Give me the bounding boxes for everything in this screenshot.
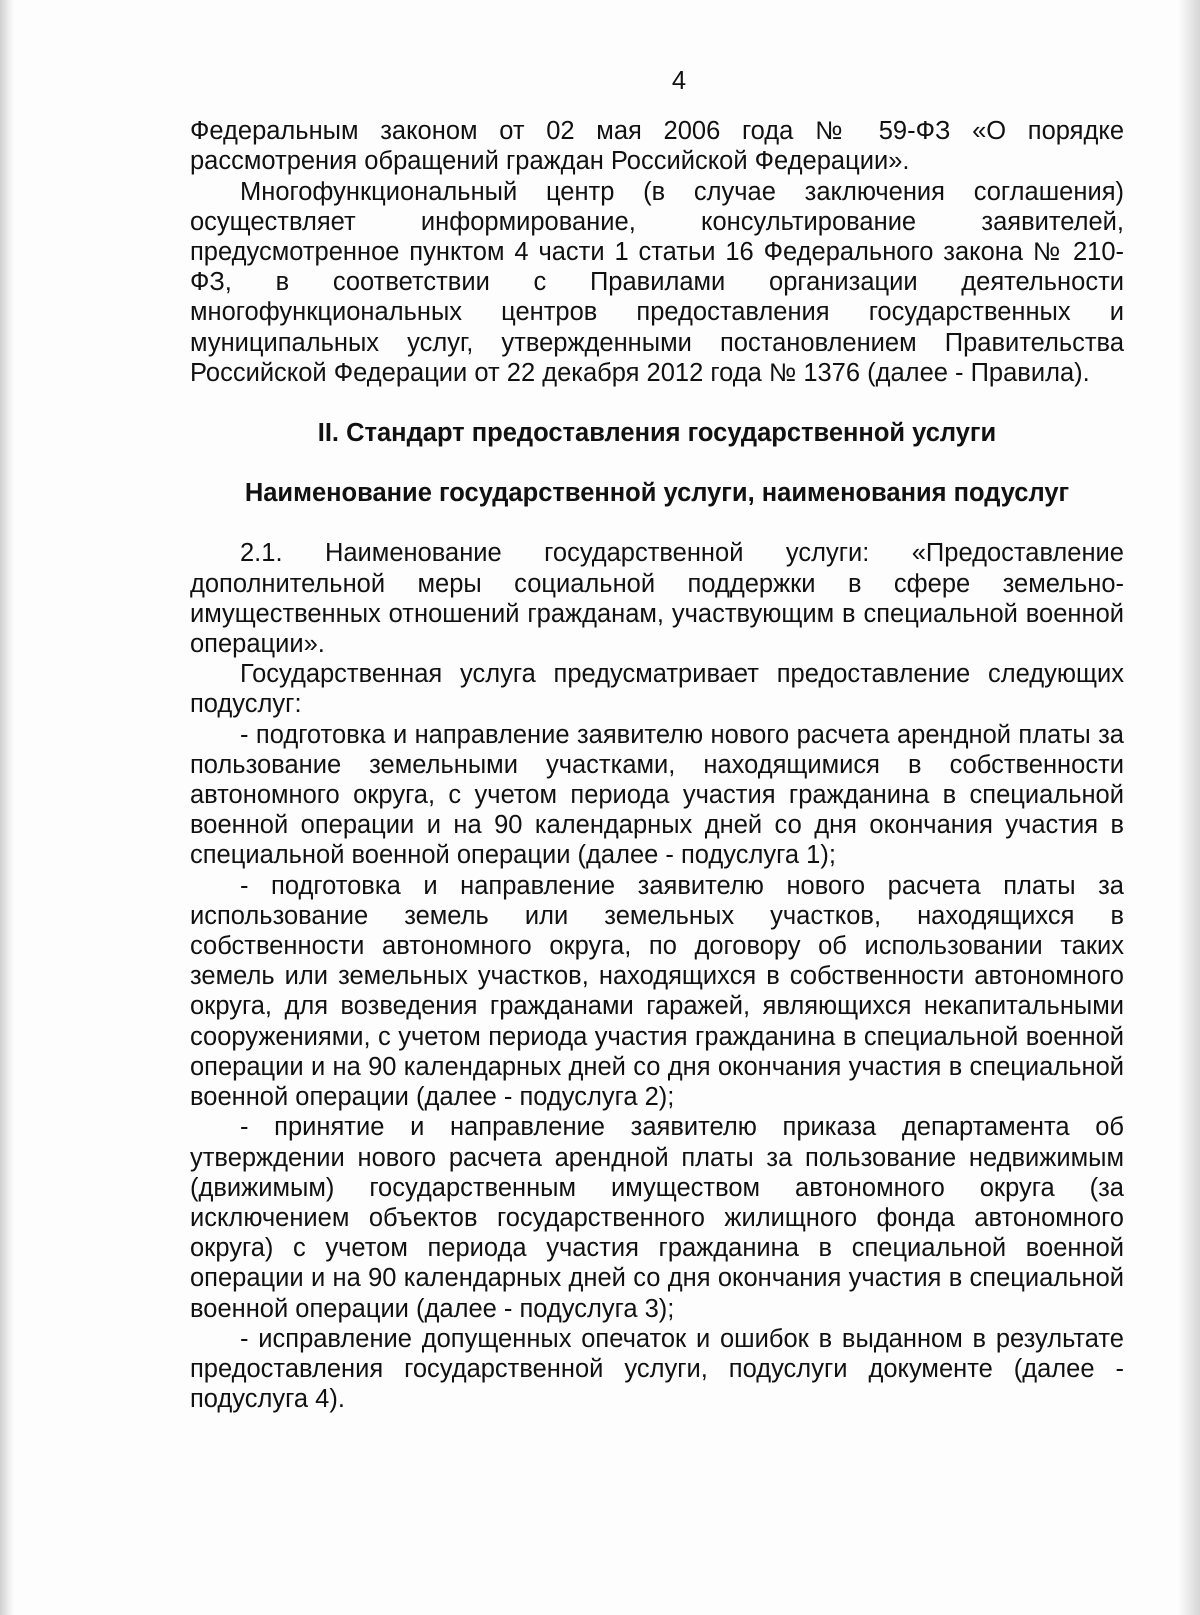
paragraph: Многофункциональный центр (в случае заключения соглашения) осуществляет информирование, консультирование заявителей, предусмотренное пунктом 4 части 1 статьи 16 Федерального закона № 210-ФЗ, в соответствии с Правилами организации деятельности многофункциональных центров предоставления государственных и муниципальных услуг, утвержденными постановлением Правительства Российской Федерации от 22 декабря 2012 года № 1376 (далее - Правила). bbox=[190, 177, 1124, 387]
list-item: - исправление допущенных опечаток и ошибок в выданном в результате предоставления государственной услуги, подуслуги документе (далее - подуслуга 4). bbox=[190, 1324, 1124, 1414]
list-item: - подготовка и направление заявителю нового расчета платы за использование земель или земельных участков, находящихся в собственности автономного округа, по договору об использовании таких земель или земельных участков, находящихся в собственности автономного округа, для возведения гражданами гаражей, являющихся некапитальными сооружениями, с учетом периода участия гражданина в специальной военной операции и на 90 календарных дней со дня окончания участия в специальной военной операции (далее - подуслуга 2); bbox=[190, 871, 1124, 1112]
paragraph: Государственная услуга предусматривает предоставление следующих подуслуг: bbox=[190, 660, 1124, 719]
scan-edge-right bbox=[1178, 0, 1200, 1615]
list-item: - принятие и направление заявителю приказа департамента об утверждении нового расчета арендной платы за пользование недвижимым (движимым) государственным имуществом автономного округа (за исключением объектов государственного жилищного фонда автономного округа) с учетом периода участия гражданина в специальной военной операции и на 90 календарных дней со дня окончания участия в специальной военной операции (далее - подуслуга 3); bbox=[190, 1113, 1124, 1323]
section-heading: II. Стандарт предоставления государственной услуги bbox=[317, 419, 997, 448]
subsection-heading: Наименование государственной услуги, наименования подуслуг bbox=[244, 479, 1070, 508]
paragraph: Федеральным законом от 02 мая 2006 года № 59-ФЗ «О порядке рассмотрения обращений граждан Российской Федерации». bbox=[190, 117, 1124, 176]
paragraph: 2.1. Наименование государственной услуги: «Предоставление дополнительной меры социальной поддержки в сфере земельно-имущественных отношений гражданам, участвующим в специальной военной операции». bbox=[190, 539, 1124, 659]
page-number: 4 bbox=[671, 67, 687, 95]
page-content bbox=[190, 66, 1124, 1414]
list-item: - подготовка и направление заявителю нового расчета арендной платы за пользование земельными участками, находящимися в собственности автономного округа, с учетом периода участия гражданина в специальной военной операции и на 90 календарных дней со дня окончания участия в специальной военной операции (далее - подуслуга 1); bbox=[190, 720, 1124, 870]
scan-edge-left bbox=[0, 0, 14, 1615]
